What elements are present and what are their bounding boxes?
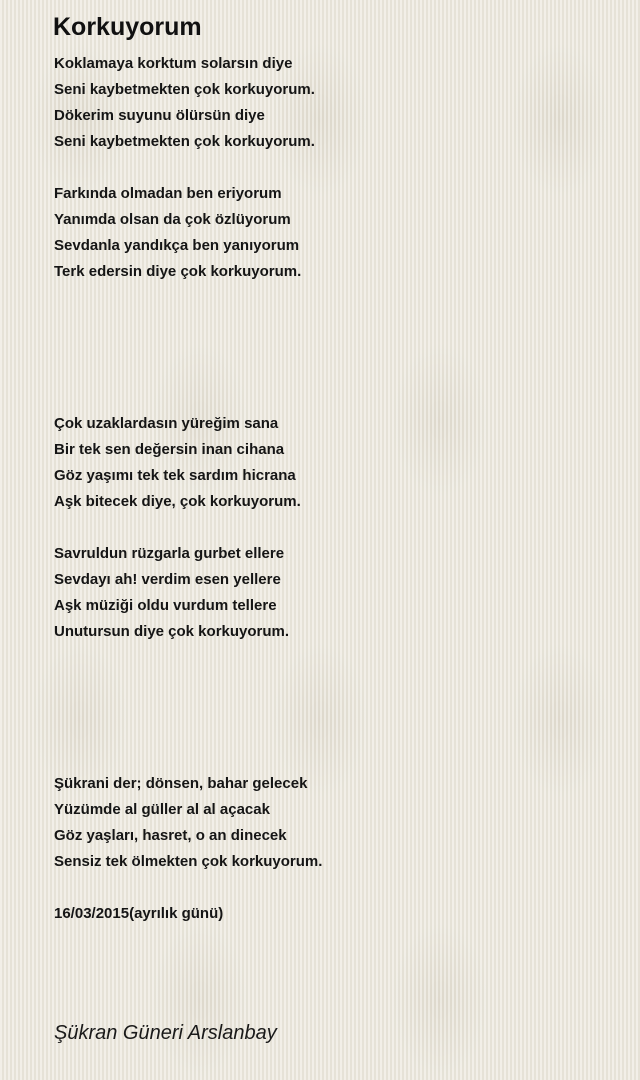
poem-line: Aşk bitecek diye, çok korkuyorum. xyxy=(54,493,301,510)
poem-line: Sevdayı ah! verdim esen yellere xyxy=(54,571,281,588)
poem-line: Çok uzaklardasın yüreğim sana xyxy=(54,415,279,432)
poem-line: Dökerim suyunu ölürsün diye xyxy=(54,107,265,124)
poem-line: Seni kaybetmekten çok korkuyorum. xyxy=(54,81,315,98)
poem-line: Göz yaşları, hasret, o an dinecek xyxy=(54,827,287,844)
poem-date-note: 16/03/2015(ayrılık günü) xyxy=(54,905,224,922)
poem-line: Şükrani der; dönsen, bahar gelecek xyxy=(54,775,308,792)
poem-author: Şükran Güneri Arslanbay xyxy=(54,1022,277,1044)
poem-line: Seni kaybetmekten çok korkuyorum. xyxy=(54,133,315,150)
poem-line: Unutursun diye çok korkuyorum. xyxy=(54,623,290,640)
poem-line: Koklamaya korktum solarsın diye xyxy=(54,55,293,72)
poem-line: Yüzümde al güller al al açacak xyxy=(54,801,270,818)
poem-title: Korkuyorum xyxy=(53,13,202,41)
poem-line: Sensiz tek ölmekten çok korkuyorum. xyxy=(54,853,323,870)
poem-line: Savruldun rüzgarla gurbet ellere xyxy=(54,545,285,562)
poem-line: Göz yaşımı tek tek sardım hicrana xyxy=(54,467,296,484)
poem-line: Bir tek sen değersin inan cihana xyxy=(54,441,285,458)
poem-line: Farkında olmadan ben eriyorum xyxy=(54,185,282,202)
poem-line: Sevdanla yandıkça ben yanıyorum xyxy=(54,237,300,254)
poem-line: Aşk müziği oldu vurdum tellere xyxy=(54,597,277,614)
poem-line: Terk edersin diye çok korkuyorum. xyxy=(54,263,302,280)
poem-line: Yanımda olsan da çok özlüyorum xyxy=(54,211,291,228)
